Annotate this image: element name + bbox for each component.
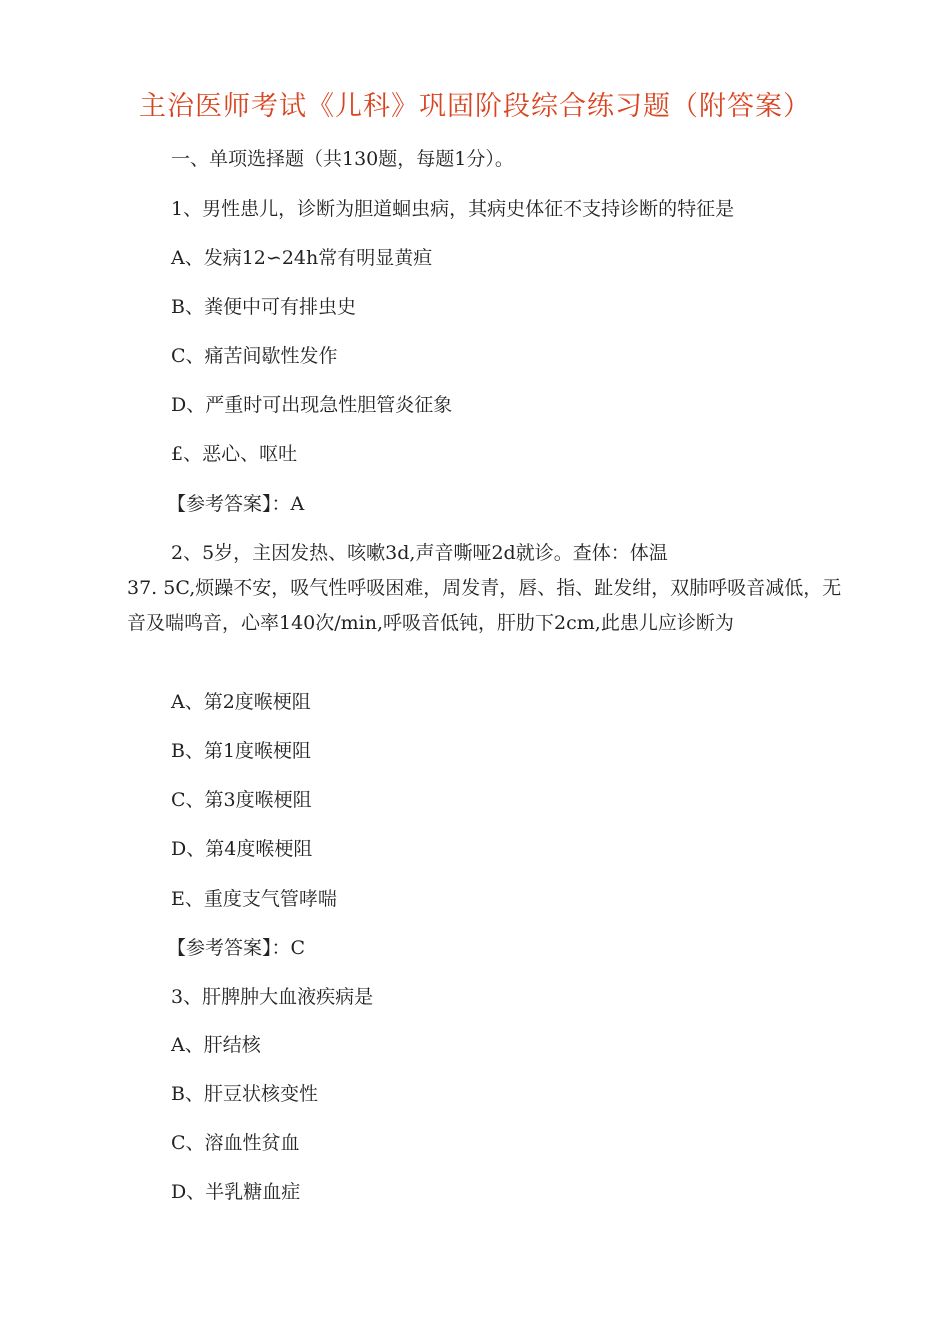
question-2-option-d: D、第4度喉梗阻 — [171, 838, 313, 860]
document-title: 主治医师考试《儿科》巩固阶段综合练习题（附答案） — [139, 91, 811, 122]
question-2-stem — [127, 536, 855, 641]
question-2-answer: 【参考答案】：C — [167, 937, 306, 959]
section-heading: 一、单项选择题（共130题，每题1分）。 — [171, 148, 514, 170]
question-3-option-c: C、溶血性贫血 — [171, 1132, 300, 1154]
question-2-stem-line1: 2、5岁，主因发热、咳嗽3d,声音嘶哑2d就诊。查体：体温 — [171, 542, 668, 564]
question-3-option-b: B、肝豆状核变性 — [171, 1083, 318, 1105]
question-1-option-a: A、发病12∽24h常有明显黄疸 — [171, 247, 433, 269]
question-3-stem: 3、肝脾肿大血液疾病是 — [171, 986, 374, 1008]
question-1-option-d: D、严重时可出现急性胆管炎征象 — [171, 394, 453, 416]
question-2-stem-rest: 37. 5C,烦躁不安，吸气性呼吸困难，周发青，唇、指、趾发绀，双肺呼吸音减低，无 音及喘鸣音，心率140次/min,呼吸音低钝，肝肋下2cm,此患儿应诊断为 — [127, 577, 842, 634]
question-1-option-b: B、粪便中可有排虫史 — [171, 296, 356, 318]
question-2-option-c: C、第3度喉梗阻 — [171, 789, 312, 811]
question-1-option-c: C、痛苦间歇性发作 — [171, 345, 338, 367]
question-1-stem: 1、男性患儿，诊断为胆道蛔虫病，其病史体征不支持诊断的特征是 — [171, 198, 735, 220]
question-1-option-e: £、恶心、呕吐 — [171, 443, 298, 465]
question-2-option-b: B、第1度喉梗阻 — [171, 740, 312, 762]
question-1-answer: 【参考答案】：A — [167, 493, 305, 515]
question-3-option-a: A、肝结核 — [171, 1034, 261, 1056]
question-3-option-d: D、半乳糖血症 — [171, 1181, 301, 1203]
question-2-option-e: E、重度支气管哮喘 — [171, 888, 337, 910]
question-2-option-a: A、第2度喉梗阻 — [171, 691, 311, 713]
